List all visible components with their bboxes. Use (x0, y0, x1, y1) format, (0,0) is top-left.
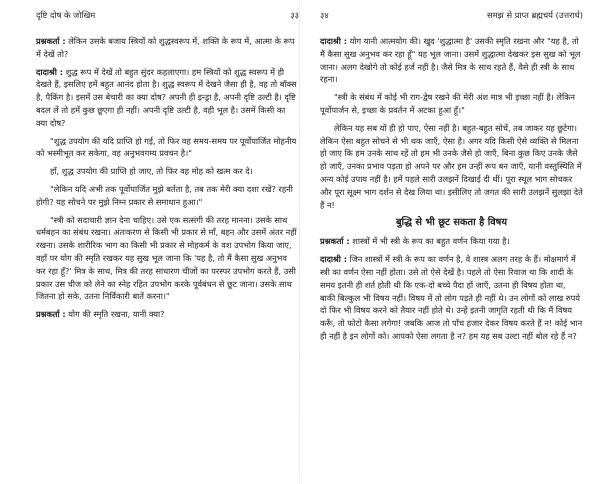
paragraph (36, 135, 299, 161)
paragraph-text: जिन शास्त्रों में स्त्री के रूप का वर्णन है, वे शास्त्र अलग तरह के हैं। मोक्षमार्ग में स्त्री का वर्णन ऐसा नहीं होता। उसे तो ऐसे देखें है। पहले तो ऐसा रिवाज था कि शादी के समय इतनी ही शर्त होती थी कि एक-दो बच्चे पैदा हों जाएँ, उतना ही विषय होता था, बाकी बिल्कुल भी विषय नहीं। विषय में तो लोग पड़ते ही नहीं थे। उन लोगों को लाख रुपये दो फिर भी विषय करने को तैयार नहीं होते थे। उन्हें इतनी जागृति रहती थी कि मैं विषय करूँ, तो फोटो कैसा लगेगा! जबकि आज तो पाँच हजार देकर विषय करते हैं न! कोई भान ही नहीं है इन लोगों को। आपको ऐसा लगता है न? हम यह सब उल्टा नहीं बोल रहे हैं न? (320, 254, 583, 341)
paragraph-text: "लेकिन यदि अभी तक पूर्वोपार्जित मुझे बर्तता है, तब तक मेरी क्या दशा रखें? रहनी होगी? यह सोचने पर मुझे निम्न प्रकार से समाधान हुआ।" (36, 183, 293, 207)
left-running-head (36, 10, 299, 21)
paragraph (36, 214, 299, 304)
paragraph (320, 91, 583, 117)
paragraph-text: शास्त्रों में भी स्त्री के रूप का बहुत वर्णन किया गया है। (349, 236, 510, 247)
left-page (36, 10, 299, 484)
speaker-label: प्रश्नकर्ता : (320, 236, 350, 247)
paragraph (36, 308, 299, 321)
left-header-title: दृष्टि दोष के जोखिम (36, 10, 96, 20)
paragraph (320, 122, 583, 212)
right-page-body (320, 35, 583, 211)
left-page-body (36, 35, 299, 321)
paragraph (36, 183, 299, 209)
paragraph (320, 35, 583, 86)
speaker-label: दादाश्री : (320, 254, 347, 265)
book-gutter (299, 0, 300, 484)
paragraph-text: लेकिन यह सब यों ही हो पाए, ऐसा नहीं है। बहुत-बहुत सोचें, तब जाकर यह छूटेगा। लेकिन ऐसा बहुत सोचने से भी थक जाएँ, ऐसा है। अगर यदि किसी ऐसे व्यक्ति से मिलना हो जाए कि हम उनके साथ रहें तो हम भी उनके जैसे हो जाएँ, बिना कुछ किए उनके जैसे हो जाएँ, उनका प्रभाव पड़ता हो अपने पर और हम उन्हीं रूप बन जाएँ, यानी वस्तुस्थिति में अन्य कोई उपाय नहीं है। हमें पहले सारी उलझनें दिखाई दी थीं। पूरा स्थूल भाग सोचकर और पूरा सूक्ष्म भाग दर्शन से देख लिया था। इसीलिए तो जगत की सारी उलझनें सुलझा देते हैं न! (320, 122, 583, 210)
paragraph-text: "स्त्री के संबंध में कोई भी राग-द्वेष रखने की मेरी अंश मात्र भी इच्छा नहीं है। लेकिन पूर्वोपार्जन से, इच्छा के प्रवर्तन में अटका हुआ हूँ।" (320, 92, 575, 115)
paragraph (320, 235, 583, 248)
paragraph (36, 35, 299, 61)
paragraph (36, 66, 299, 130)
speaker-label: दादाश्री : (320, 36, 347, 46)
right-running-head (320, 10, 583, 21)
speaker-label: दादाश्री : (36, 66, 63, 77)
speaker-label: प्रश्नकर्ता : (36, 309, 66, 320)
paragraph-text: योग यानी आत्मयोग की। खुद 'शुद्धात्मा है' उसकी स्मृति रखना और "यह है, तो मैं कैसा सुख अनुभव कर रहा हूँ" यह भूल जाना। उसमें शुद्धात्मा देखकर इस सुख को भूल जाना। अलग देखोगे तो कोई हर्ज नहीं है। जैसे मित्र के साथ रहते हैं, वैसे ही स्त्री के साथ रहना। (320, 36, 581, 85)
paragraph-text: योग की स्मृति रखना, यानी क्या? (65, 309, 165, 320)
right-page-body-continued (320, 235, 583, 342)
speaker-label: प्रश्नकर्ता : (36, 36, 66, 46)
paragraph-text: शुद्ध रूप में देखें तो बहुत सुंदर कहलाएगा। हम स्त्रियों को शुद्ध स्वरूप में ही देखते हैं, इसलिए हमें बहुत आनंद होता है। शुद्ध स्वरूप में देखने जैसा ही है, वह तो बॉक्स है, पैकिंग है। इसमें उस बेचारी का क्या दोष? अपनी ही इन्ड्रा है, अपनी दृष्टि उल्टी है। दृष्टि बदल लें तो हमें कुछ छूएगा ही नहीं। अपनी दृष्टि उल्टी है, वही भूल है। उसमें किसी का क्या दोष? (36, 66, 297, 128)
section-heading: बुद्धि से भी छूट सकता है विषय (395, 217, 508, 229)
right-page (320, 10, 583, 484)
paragraph-text: लेकिन उसके बजाय स्त्रियों को शुद्धस्वरूप में, शक्ति के रूप में, आत्मा के रूप में देखें तो? (36, 36, 295, 59)
left-page-number: ३३ (290, 10, 299, 20)
right-header-title: समझ से प्राप्त ब्रह्मचर्य (उत्तरार्ध) (486, 10, 583, 20)
paragraph-text: हाँ, शुद्ध उपयोग की प्राप्ति हो जाए, तो फिर वह मोह को खत्म कर दे। (50, 166, 253, 177)
right-page-number: ३४ (320, 10, 329, 20)
paragraph-text: "स्त्री को सदाचारी ज्ञान देना चाहिए। उसे एक सत्संगी की तरह मानना। उसके साथ धर्मबहन का संबंध रखना। अंतःकरण से किसी भी प्रकार से माँ, बहन और उसमें अंतर नहीं रखना। उसके शारीरिक भाग का किसी भी प्रकार से मोहकर्म के वश उपभोग किया जाए, वहाँ पर योग की स्मृति रखकर यह सुख भूल जाना कि 'यह है, तो मैं कैसा सुख अनुभव कर रहा हूँ?' मित्र के साथ, मित्र की तरह साधारण चीजों का परस्पर उपभोग करते हैं, उसी प्रकार उस चीज को लेने का स्नेह रहित उपभोग करके पूर्वबंधन से छूट जाना। उसके साथ जितना हो सके, उतना निर्विकारी बातें करना।" (36, 214, 297, 302)
paragraph (320, 253, 583, 343)
paragraph-text: "शुद्ध उपयोग की यदि प्राप्ति हो गई, तो फिर वह समय-समय पर पूर्वोपार्जित मोहनीय को भस्मीभूत कर सकेगा, वह अनुभवगम्य प्रवचन है।" (36, 135, 297, 159)
paragraph (36, 165, 299, 178)
